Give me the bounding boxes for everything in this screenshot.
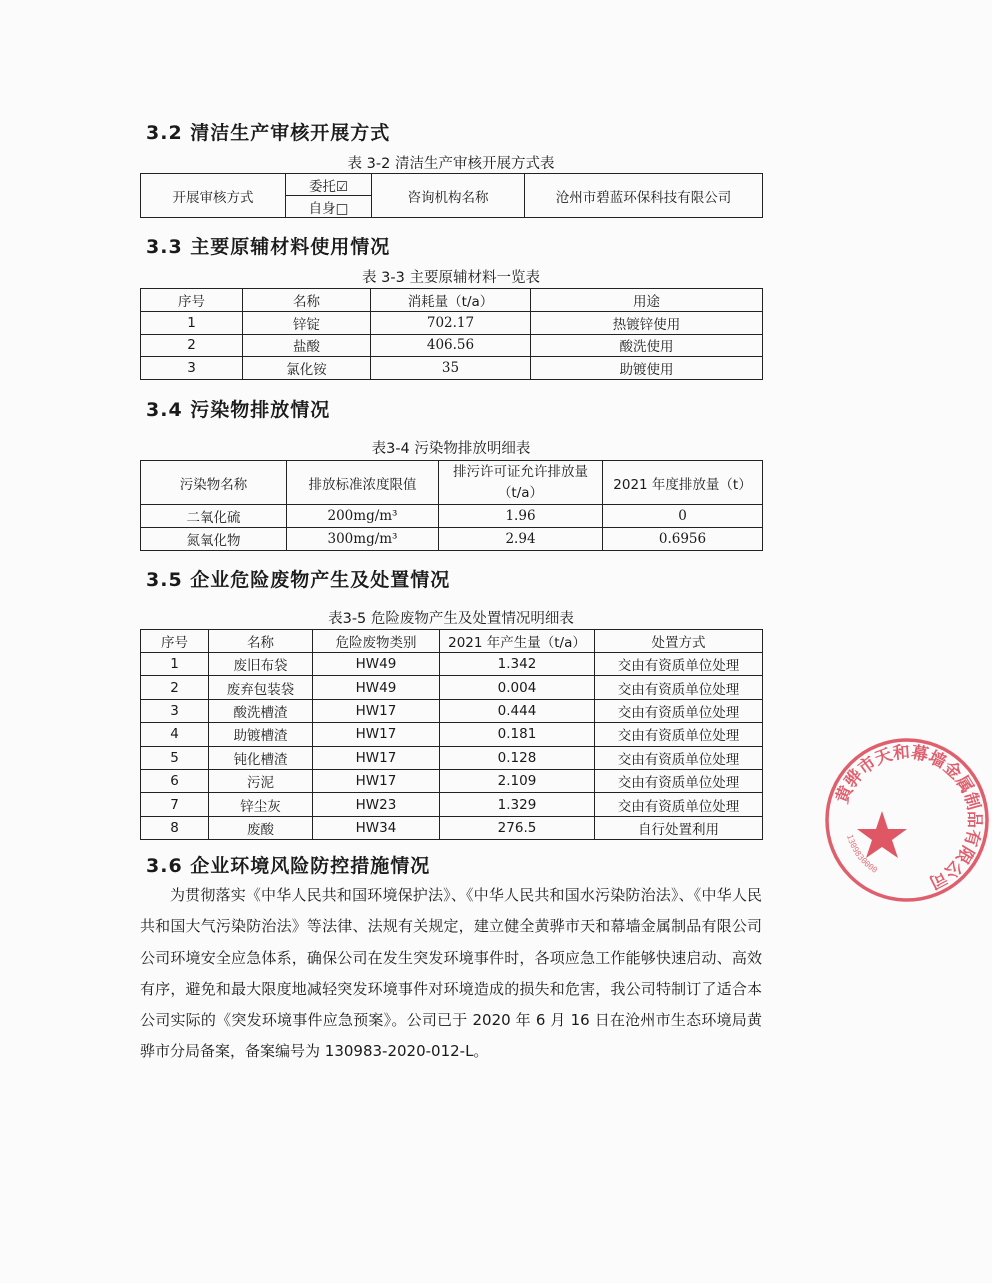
table-header-row [141, 630, 763, 653]
org-name: 沧州市碧蓝环保科技有限公司 [525, 174, 763, 218]
header-cell: 2021 年产生量（t/a） [440, 630, 595, 653]
cell: 7 [141, 793, 209, 816]
section-heading-3-6: 3.6 企业环境风险防控措施情况 [146, 855, 431, 877]
header-cell: 2021 年度排放量（t） [603, 461, 763, 505]
table-header-row [141, 289, 763, 312]
cell: 4 [141, 723, 209, 746]
table-row [141, 723, 763, 746]
cell: HW49 [313, 653, 440, 676]
seal-ring [827, 740, 987, 900]
cell: 氮氧化物 [141, 528, 287, 551]
cell: 406.56 [371, 334, 531, 357]
header-cell: 排污许可证允许排放量（t/a） [439, 461, 603, 505]
table-row [141, 699, 763, 722]
table-row [141, 528, 763, 551]
seal-star-icon [857, 811, 907, 858]
cell: 钝化槽渣 [209, 746, 313, 769]
header-cell: 序号 [141, 289, 243, 312]
cell: 交由有资质单位处理 [595, 653, 763, 676]
table-row [141, 334, 763, 357]
pollutant-table [140, 460, 763, 551]
cell: 1.96 [439, 505, 603, 528]
cell: HW49 [313, 676, 440, 699]
cell: 0.181 [440, 723, 595, 746]
cell: 0.6956 [603, 528, 763, 551]
header-cell: 消耗量（t/a） [371, 289, 531, 312]
header-cell: 名称 [243, 289, 371, 312]
cell: 2.109 [440, 769, 595, 792]
table-caption-3-4: 表3-4 污染物排放明细表 [371, 441, 531, 457]
hazardous-waste-table [140, 629, 763, 840]
cell: 助镀槽渣 [209, 723, 313, 746]
cell: 交由有资质单位处理 [595, 746, 763, 769]
cell: 盐酸 [243, 334, 371, 357]
header-cell: 污染物名称 [141, 461, 287, 505]
cell: HW17 [313, 769, 440, 792]
table-row [141, 676, 763, 699]
header-cell: 用途 [531, 289, 763, 312]
cell: 300mg/m³ [287, 528, 439, 551]
cell: 1.329 [440, 793, 595, 816]
cell: HW17 [313, 699, 440, 722]
cell: 1.342 [440, 653, 595, 676]
cell: 6 [141, 769, 209, 792]
header-cell: 名称 [209, 630, 313, 653]
table-row [141, 505, 763, 528]
table-row [141, 357, 763, 380]
table-row [141, 746, 763, 769]
header-cell: 排放标准浓度限值 [287, 461, 439, 505]
cell: HW17 [313, 746, 440, 769]
section-heading-3-2: 3.2 清洁生产审核开展方式 [146, 122, 391, 144]
table-row [141, 312, 763, 335]
cell: 2 [141, 334, 243, 357]
cell: 废旧布袋 [209, 653, 313, 676]
seal-text: 黄骅市天和幕墙金属制品有限公司 [832, 742, 985, 893]
option-entrusted: 委托☑ [286, 174, 372, 196]
cell: 交由有资质单位处理 [595, 769, 763, 792]
table-row [141, 816, 763, 839]
cell: 200mg/m³ [287, 505, 439, 528]
cell: 0.004 [440, 676, 595, 699]
cell: 锌尘灰 [209, 793, 313, 816]
cell: 助镀使用 [531, 357, 763, 380]
cell: HW23 [313, 793, 440, 816]
cell: 1 [141, 653, 209, 676]
cell: 1 [141, 312, 243, 335]
cell: 2.94 [439, 528, 603, 551]
cell: 交由有资质单位处理 [595, 699, 763, 722]
cell: 276.5 [440, 816, 595, 839]
cell: 5 [141, 746, 209, 769]
section-heading-3-5: 3.5 企业危险废物产生及处置情况 [146, 569, 451, 591]
cell: 0.128 [440, 746, 595, 769]
cell: 0 [603, 505, 763, 528]
cell: 2 [141, 676, 209, 699]
cell: 3 [141, 357, 243, 380]
table-row [141, 793, 763, 816]
table-caption-3-2: 表 3-2 清洁生产审核开展方式表 [347, 156, 555, 172]
header-cell: 危险废物类别 [313, 630, 440, 653]
cell: 酸洗使用 [531, 334, 763, 357]
body-paragraph: 为贯彻落实《中华人民共和国环境保护法》、《中华人民共和国水污染防治法》、《中华人民共和国大气污染防治法》等法律、法规有关规定，建立健全黄骅市天和幕墙金属制品有限公司公司环境安全应急体系，确保公司在发生突发环境事件时，各项应急工作能够快速启动、高效有序，避免和最大限度地减轻突发环境事件对环境造成的损失和危害，我公司特制订了适合本公司实际的《突发环境事件应急预案》。公司已于 2020 年 6 月 16 日在沧州市生态环境局黄骅市分局备案，备案编号为 130983-2020-012-L。 [140, 886, 762, 1061]
cell: 交由有资质单位处理 [595, 793, 763, 816]
org-label: 咨询机构名称 [372, 174, 525, 218]
table-caption-3-3: 表 3-3 主要原辅材料一览表 [362, 270, 540, 286]
cell: 3 [141, 699, 209, 722]
cell: HW34 [313, 816, 440, 839]
header-cell: 序号 [141, 630, 209, 653]
cell: 交由有资质单位处理 [595, 676, 763, 699]
audit-method-label: 开展审核方式 [141, 174, 286, 218]
seal-number: 1309830000 [844, 833, 879, 875]
cell: 二氧化硫 [141, 505, 287, 528]
section-heading-3-3: 3.3 主要原辅材料使用情况 [146, 236, 391, 258]
table-caption-3-5: 表3-5 危险废物产生及处置情况明细表 [328, 611, 574, 627]
cell: 702.17 [371, 312, 531, 335]
section-heading-3-4: 3.4 污染物排放情况 [146, 399, 331, 421]
cell: 8 [141, 816, 209, 839]
company-seal [822, 735, 992, 905]
table-row [141, 653, 763, 676]
cell: 污泥 [209, 769, 313, 792]
cell: 锌锭 [243, 312, 371, 335]
cell: 废弃包装袋 [209, 676, 313, 699]
table-row [141, 769, 763, 792]
cell: 氯化铵 [243, 357, 371, 380]
cell: 35 [371, 357, 531, 380]
audit-method-table [140, 173, 763, 218]
header-cell: 处置方式 [595, 630, 763, 653]
cell: 交由有资质单位处理 [595, 723, 763, 746]
table-header-row [141, 461, 763, 505]
cell: 自行处置利用 [595, 816, 763, 839]
cell: 酸洗槽渣 [209, 699, 313, 722]
cell: 热镀锌使用 [531, 312, 763, 335]
materials-table [140, 288, 763, 380]
cell: HW17 [313, 723, 440, 746]
option-self: 自身□ [286, 196, 372, 218]
cell: 0.444 [440, 699, 595, 722]
cell: 废酸 [209, 816, 313, 839]
